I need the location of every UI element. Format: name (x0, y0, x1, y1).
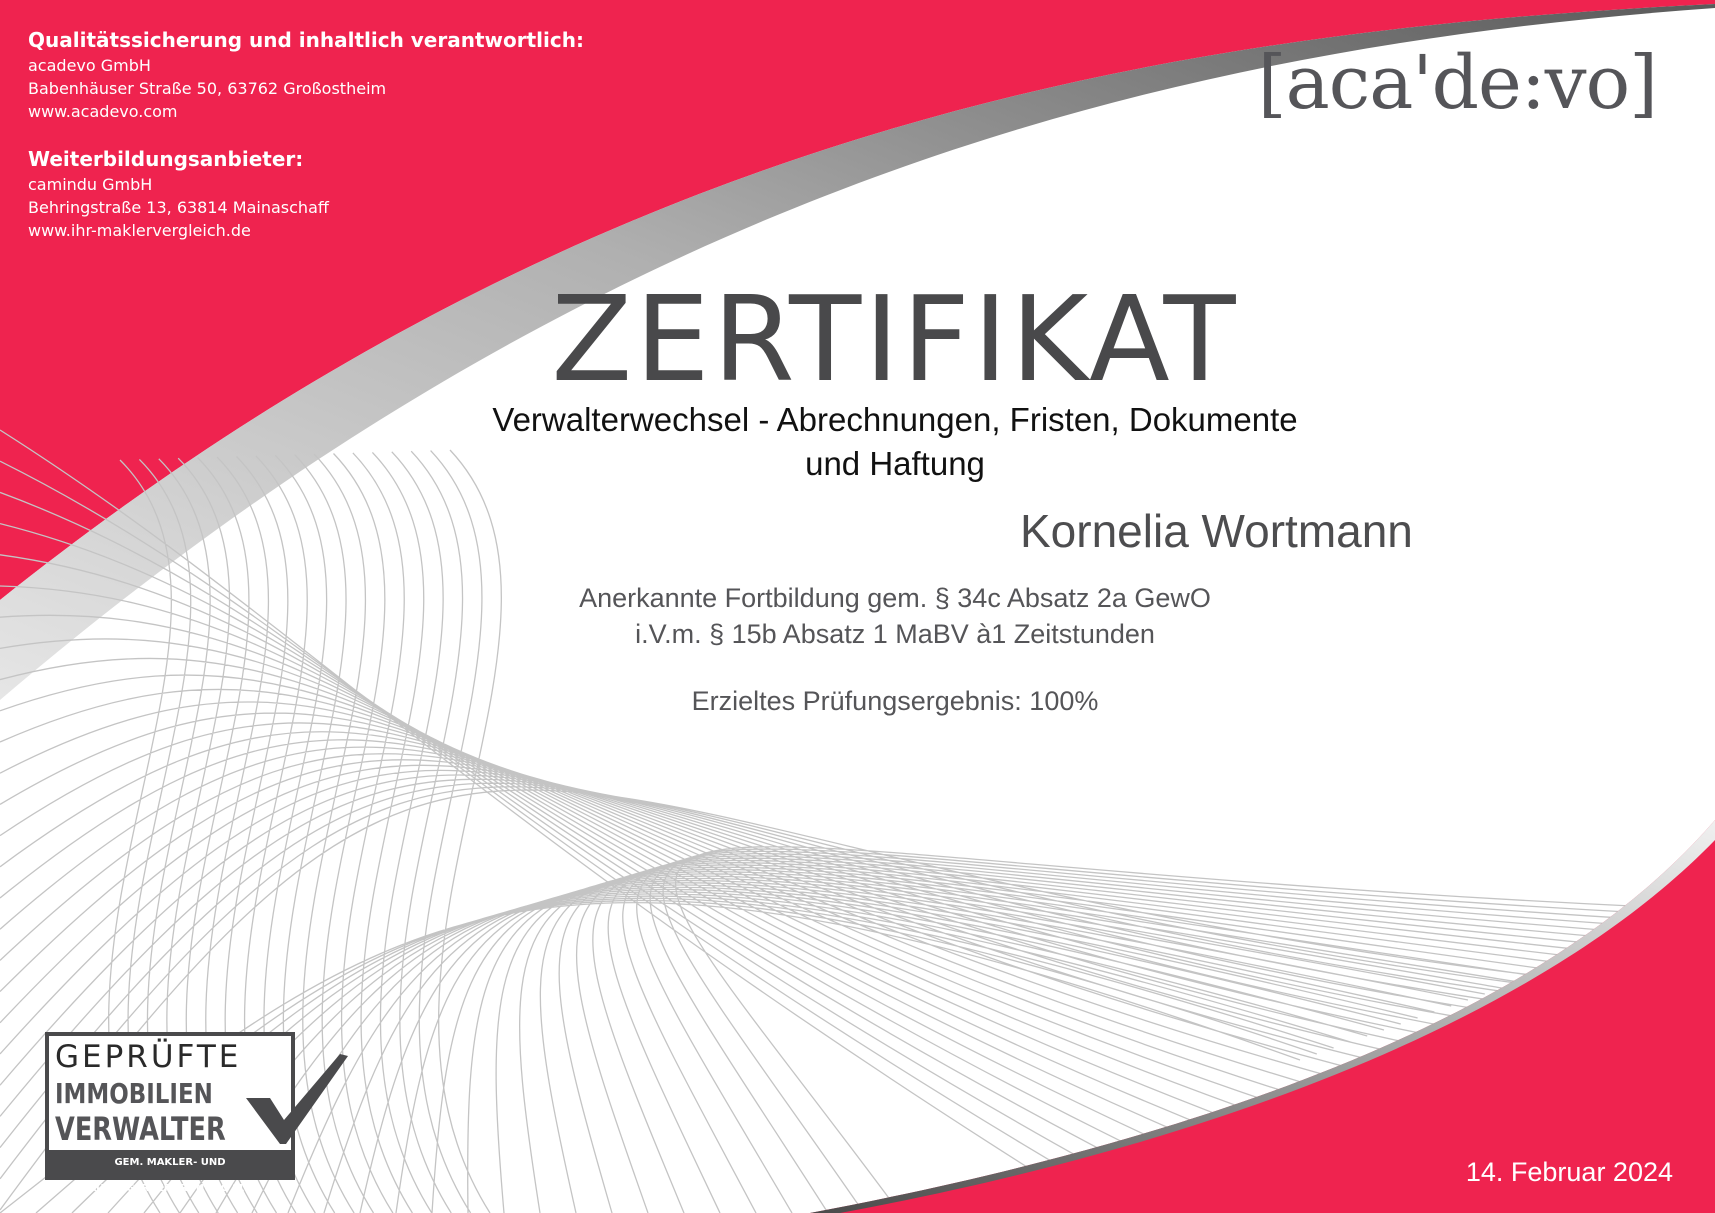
acadevo-logo: [aca'de:vo] (1257, 40, 1657, 126)
issue-date: 14. Februar 2024 (1465, 1157, 1673, 1187)
recognition-line2: i.V.m. § 15b Absatz 1 MaBV à1 Zeitstunden (635, 619, 1155, 649)
badge-line2: IMMOBILIEN (55, 1077, 213, 1110)
badge-line3: VERWALTER (55, 1110, 226, 1148)
badge-footer: GEM. MAKLER- UND BAUTRÄGERVERORDNUNG §15B (49, 1150, 291, 1176)
recognition-line1: Anerkannte Fortbildung gem. § 34c Absatz 2a GewO (579, 583, 1211, 613)
header-info (28, 26, 584, 242)
checkmark-icon (240, 1046, 350, 1146)
course-title-line1: Verwalterwechsel - Abrechnungen, Fristen, Dokumente (492, 401, 1298, 438)
provider-heading: Weiterbildungsanbieter: (28, 147, 304, 171)
qa-company: acadevo GmbH (28, 56, 151, 75)
recipient-name: Kornelia Wortmann (1020, 505, 1413, 557)
exam-result: Erzieltes Prüfungsergebnis: 100% (691, 686, 1099, 716)
qa-address: Babenhäuser Straße 50, 63762 Großostheim (28, 79, 387, 98)
course-title-line2: und Haftung (805, 445, 985, 482)
provider-address: Behringstraße 13, 63814 Mainaschaff (28, 198, 329, 217)
qa-website: www.acadevo.com (28, 102, 178, 121)
course-title (440, 398, 1350, 486)
provider-company: camindu GmbH (28, 175, 153, 194)
qa-heading: Qualitätssicherung und inhaltlich verantwortlich: (28, 28, 584, 52)
badge-line1: GEPRÜFTE (55, 1039, 242, 1075)
certificate-title: ZERTIFIKAT (551, 270, 1239, 408)
provider-website: www.ihr-maklervergleich.de (28, 221, 251, 240)
bottom-red-band (810, 820, 1715, 1213)
recognition-text (480, 580, 1310, 652)
